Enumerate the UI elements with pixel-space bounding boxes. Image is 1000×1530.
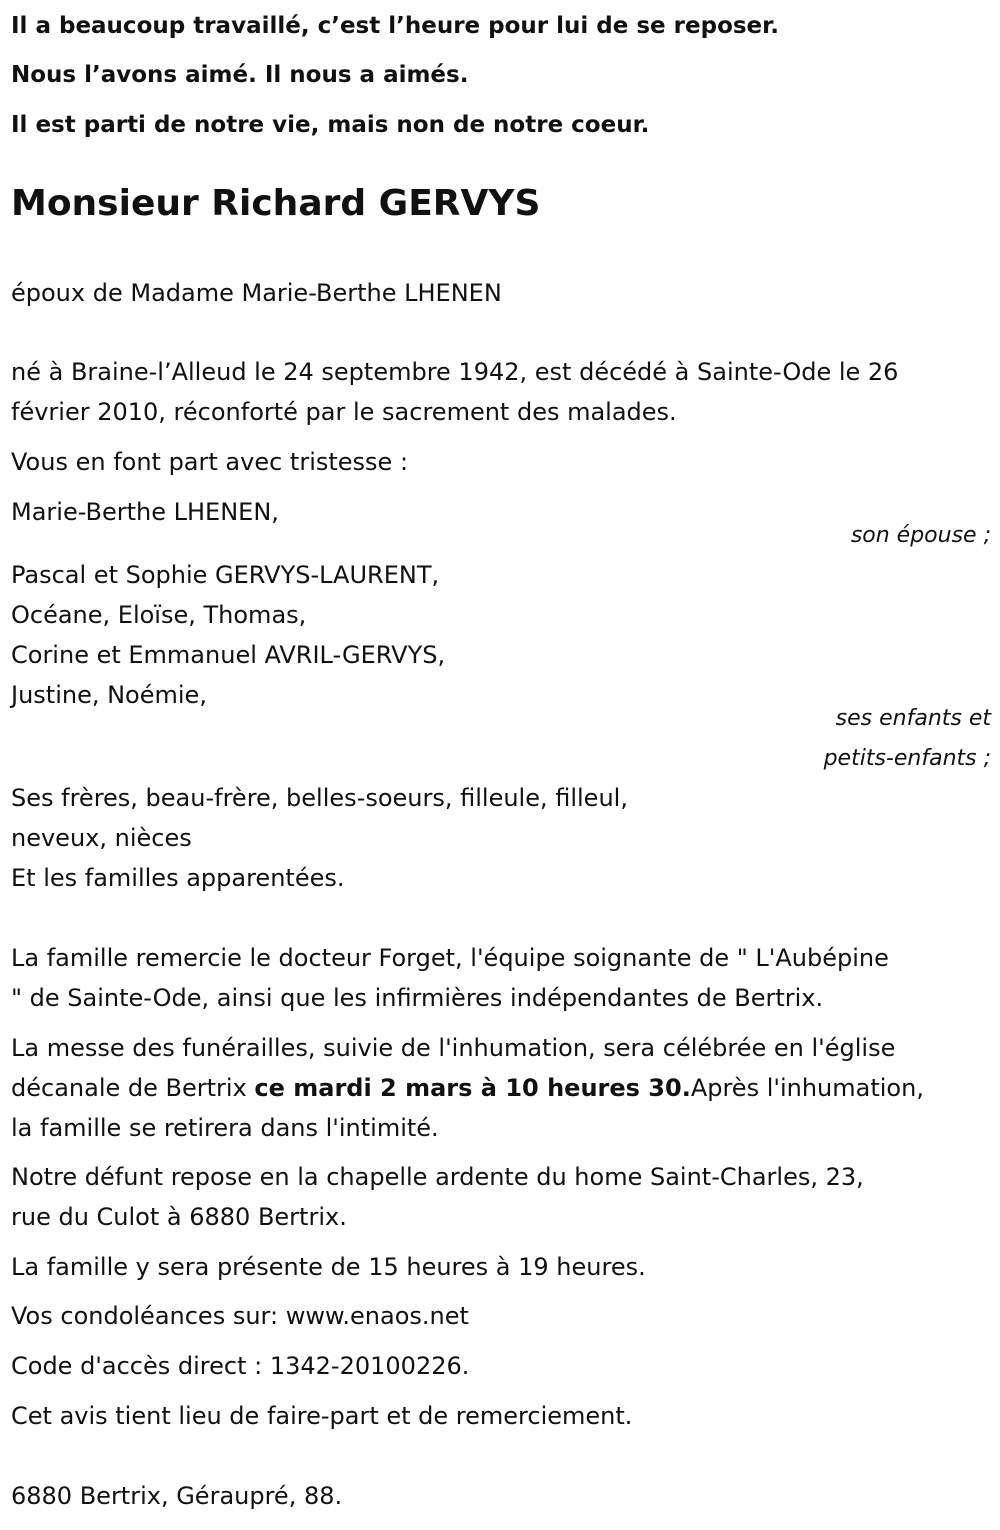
family-children-4: Justine, Noémie, — [11, 681, 207, 709]
condolences-line: Vos condoléances sur: www.enaos.net — [11, 1302, 469, 1330]
family-children-2: Océane, Eloïse, Thomas, — [11, 601, 307, 629]
chapel-line-2: rue du Culot à 6880 Bertrix. — [11, 1203, 347, 1231]
family-children-1: Pascal et Sophie GERVYS-LAURENT, — [11, 561, 440, 589]
funeral-line-2-start: décanale de Bertrix — [11, 1074, 255, 1102]
spouse-role: son épouse ; — [850, 523, 991, 548]
intro-line-2: Nous l’avons aimé. Il nous a aimés. — [11, 62, 469, 88]
funeral-date-time: ce mardi 2 mars à 10 heures 30. — [254, 1074, 691, 1102]
spouse-line: époux de Madame Marie-Berthe LHENEN — [11, 279, 502, 307]
birth-death-line-1: né à Braine-l’Alleud le 24 septembre 1942, est décédé à Sainte-Ode le 26 — [11, 358, 899, 386]
children-role-2: petits-enfants ; — [823, 746, 991, 771]
notice-line: Cet avis tient lieu de faire-part et de remerciement. — [11, 1402, 633, 1430]
family-others-3: Et les familles apparentées. — [11, 864, 345, 892]
access-code-line: Code d'accès direct : 1342-20100226. — [11, 1352, 470, 1380]
thanks-line-2: " de Sainte-Ode, ainsi que les infirmières indépendantes de Bertrix. — [11, 984, 824, 1012]
family-others-2: neveux, nièces — [11, 824, 192, 852]
birth-death-line-2: février 2010, réconforté par le sacrement des malades. — [11, 398, 677, 426]
funeral-line-3: la famille se retirera dans l'intimité. — [11, 1114, 439, 1142]
address-line: 6880 Bertrix, Géraupré, 88. — [11, 1482, 343, 1510]
chapel-line-1: Notre défunt repose en la chapelle ardente du home Saint-Charles, 23, — [11, 1163, 864, 1191]
announce-line: Vous en font part avec tristesse : — [11, 448, 409, 476]
family-children-3: Corine et Emmanuel AVRIL-GERVYS, — [11, 641, 446, 669]
children-role-1: ses enfants et — [835, 706, 991, 731]
intro-line-1: Il a beaucoup travaillé, c’est l’heure pour lui de se reposer. — [11, 13, 779, 39]
presence-line: La famille y sera présente de 15 heures à 19 heures. — [11, 1253, 646, 1281]
funeral-line-2 — [11, 1074, 924, 1102]
intro-line-3: Il est parti de notre vie, mais non de notre coeur. — [11, 112, 650, 138]
family-spouse: Marie-Berthe LHENEN, — [11, 498, 279, 526]
funeral-line-2-end: Après l'inhumation, — [690, 1074, 924, 1102]
thanks-line-1: La famille remercie le docteur Forget, l'équipe soignante de " L'Aubépine — [11, 944, 889, 972]
family-others-1: Ses frères, beau-frère, belles-soeurs, filleule, filleul, — [11, 784, 628, 812]
funeral-line-1: La messe des funérailles, suivie de l'inhumation, sera célébrée en l'église — [11, 1034, 896, 1062]
deceased-name: Monsieur Richard GERVYS — [11, 183, 541, 224]
